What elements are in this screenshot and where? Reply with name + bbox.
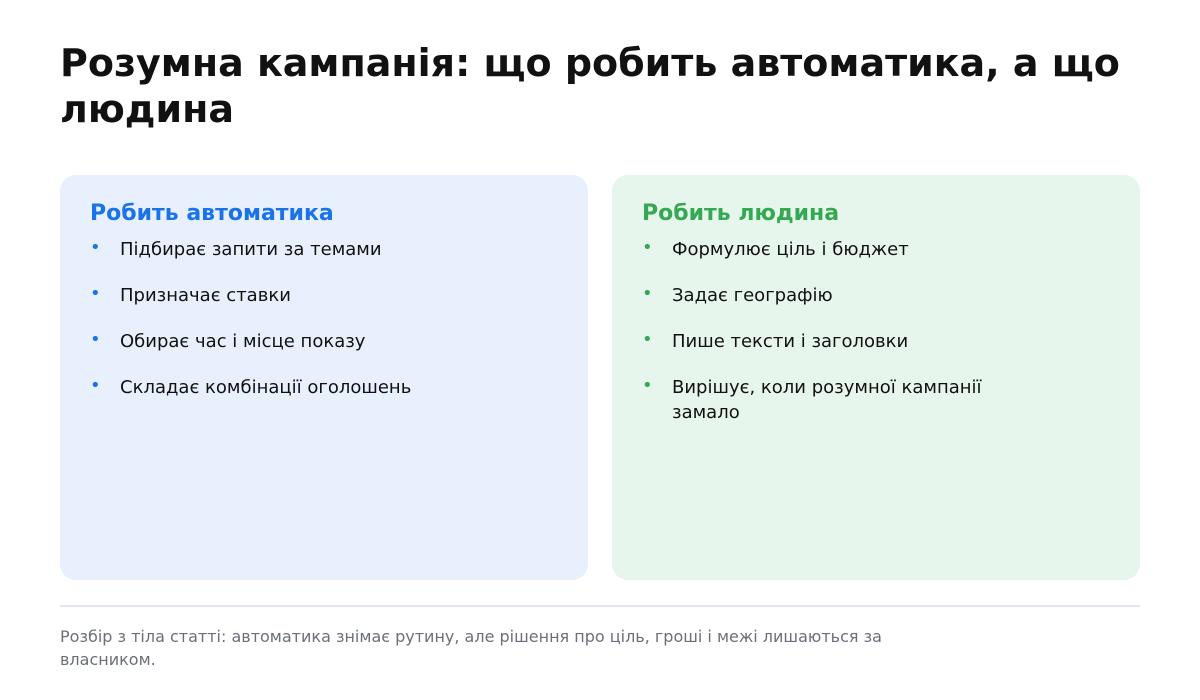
bullet-dot-icon: • <box>90 329 101 350</box>
human-card-heading: Робить людина <box>642 201 840 226</box>
bullet-dot-icon: • <box>642 237 653 258</box>
list-item <box>642 237 1032 262</box>
bullet-dot-icon: • <box>90 237 101 258</box>
list-item <box>642 283 1032 308</box>
list-item-text: Пише тексти і заголовки <box>672 331 909 352</box>
list-item <box>642 375 1032 425</box>
bullet-dot-icon: • <box>90 283 101 304</box>
page-title: Розумна кампанія: що робить автоматика, а що людина <box>60 41 1120 131</box>
list-item-text: Обирає час і місце показу <box>120 331 366 352</box>
footnote: Розбір з тіла статті: автоматика знімає рутину, але рішення про ціль, гроші і межі лишаються за власником. <box>60 627 882 669</box>
list-item <box>90 283 480 308</box>
list-item-text: Вирішує, коли розумної кампанії замало <box>672 377 982 423</box>
list-item <box>90 329 480 354</box>
bullet-dot-icon: • <box>642 375 653 396</box>
list-item-text: Призначає ставки <box>120 285 291 306</box>
human-task-list <box>642 237 1110 425</box>
bullet-dot-icon: • <box>90 375 101 396</box>
list-item-text: Підбирає запити за темами <box>120 239 382 260</box>
automation-card <box>60 175 588 580</box>
human-card <box>612 175 1140 580</box>
automation-task-list <box>90 237 558 400</box>
list-item <box>90 375 480 400</box>
list-item <box>642 329 1032 354</box>
footer-divider <box>60 605 1140 607</box>
list-item-text: Складає комбінації оголошень <box>120 377 412 398</box>
list-item <box>90 237 480 262</box>
automation-card-heading: Робить автоматика <box>90 201 334 226</box>
bullet-dot-icon: • <box>642 329 653 350</box>
list-item-text: Формулює ціль і бюджет <box>672 239 909 260</box>
list-item-text: Задає географію <box>672 285 833 306</box>
bullet-dot-icon: • <box>642 283 653 304</box>
